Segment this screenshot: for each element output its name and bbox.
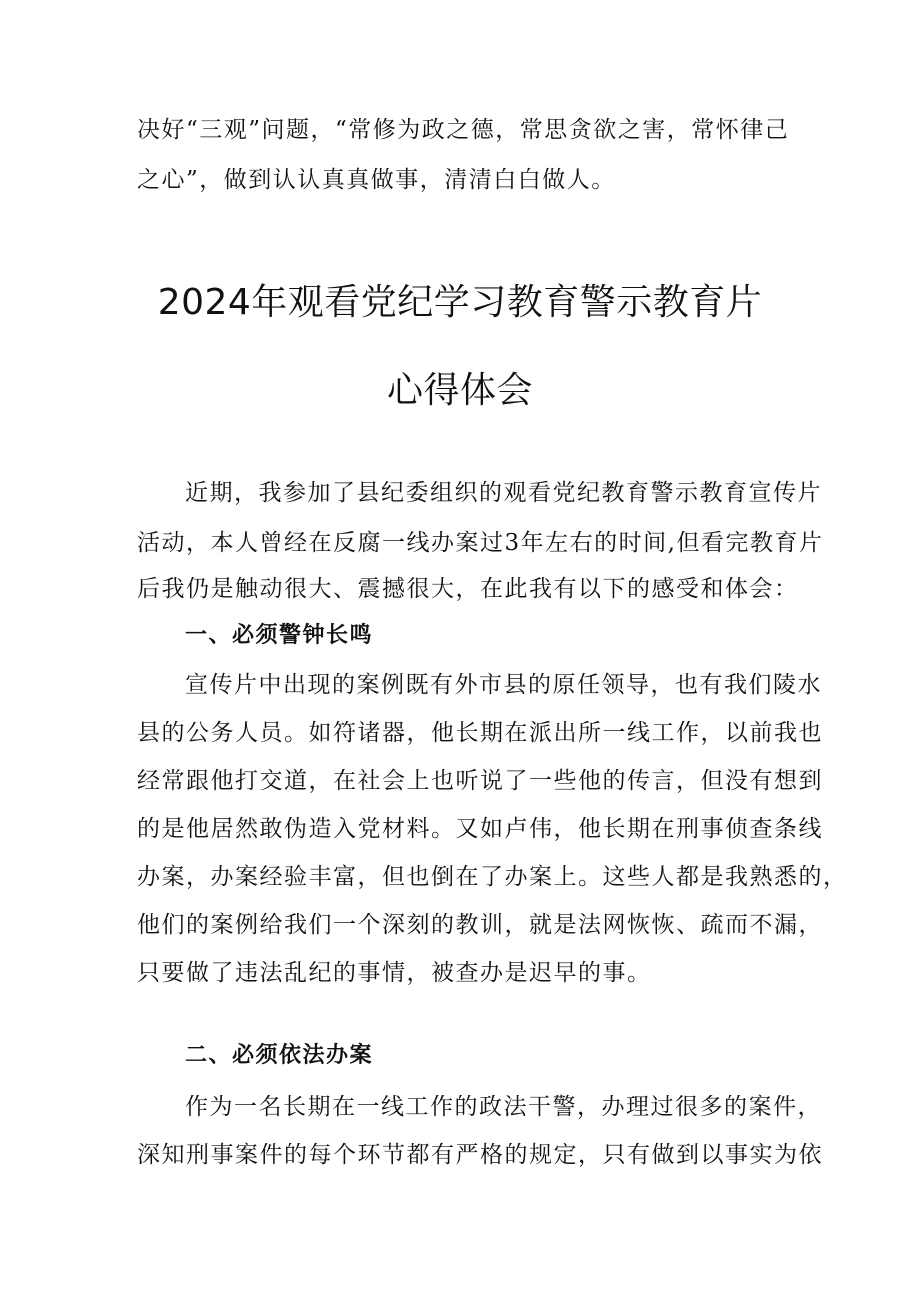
para1-line-2: 活动，本人曾经在反腐一线办案过3年左右的时间,但看完教育片 [137,530,824,556]
para2-line-6: 他们的案例给我们一个深刻的教训，就是法网恢恢、疏而不漏， [137,912,823,938]
para2-line-5: 办案，办案经验丰富，但也倒在了办案上。这些人都是我熟悉的， [137,864,848,890]
section-heading-2: 二、必须依法办案 [185,1043,374,1068]
section-heading-1: 一、必须警钟长鸣 [185,623,374,648]
para2-line-2: 县的公务人员。如符诸器，他长期在派出所一线工作，以前我也 [137,720,823,746]
para2-line-1: 宣传片中出现的案例既有外市县的原任领导，也有我们陵水 [185,672,822,698]
page-title-line-1: 2024年观看党纪学习教育警示教育片 [157,282,763,323]
para3-line-2: 深知刑事案件的每个环节都有严格的规定，只有做到以事实为依 [137,1142,823,1168]
para2-line-3: 经常跟他打交道，在社会上也听说了一些他的传言，但没有想到 [137,768,823,794]
para2-line-4: 的是他居然敢伪造入党材料。又如卢伟，他长期在刑事侦查条线 [137,816,823,842]
page-title-line-2: 心得体会 [386,370,533,411]
intro-line-2: 之心”，做到认认真真做事，清清白白做人。 [137,167,616,193]
para1-line-1: 近期，我参加了县纪委组织的观看党纪教育警示教育宣传片 [185,480,822,506]
intro-line-1: 决好“三观”问题，“常修为政之德，常思贪欲之害，常怀律己 [137,117,790,143]
para1-line-3: 后我仍是触动很大、震撼很大，在此我有以下的感受和体会： [137,576,799,602]
para3-line-1: 作为一名长期在一线工作的政法干警，办理过很多的案件， [185,1094,822,1120]
para2-line-7: 只要做了违法乱纪的事情，被查办是迟早的事。 [137,960,652,986]
